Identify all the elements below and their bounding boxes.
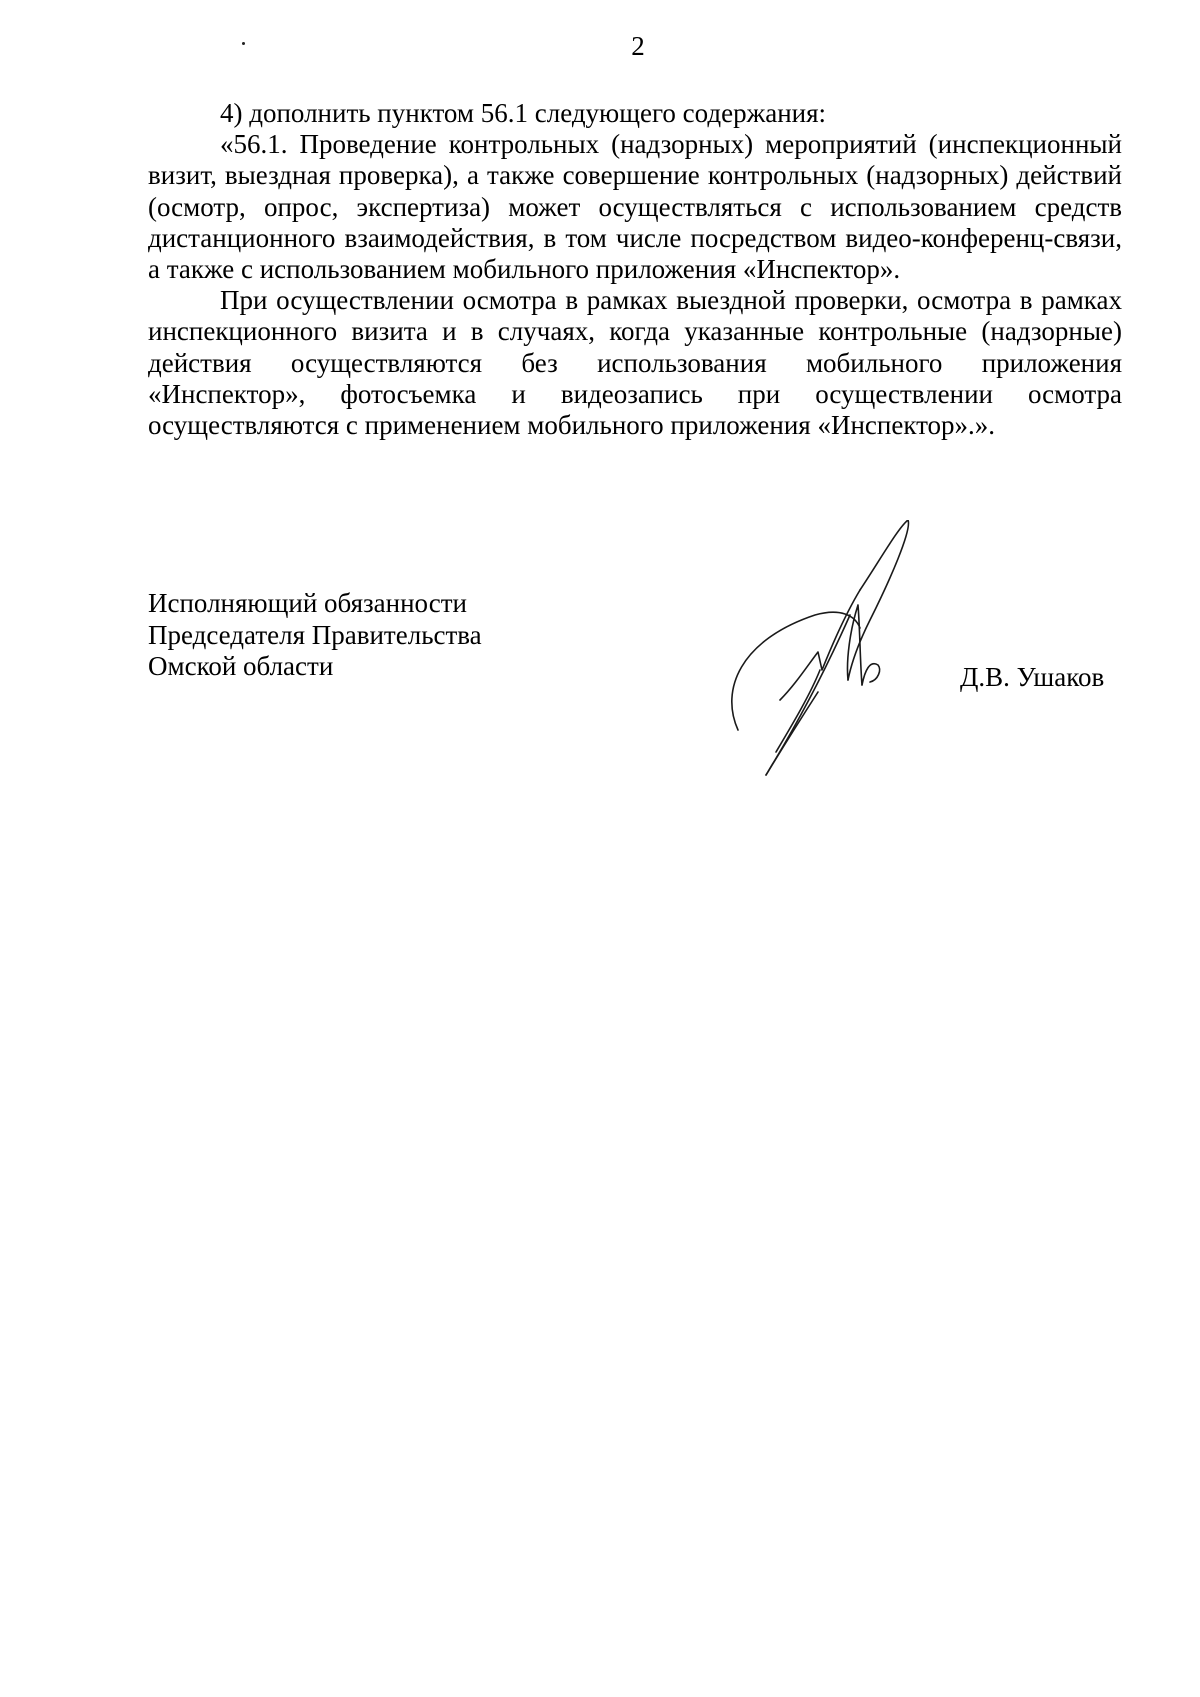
paragraph-inspection-photo-video: При осуществлении осмотра в рамках выездной проверки, осмотра в рамках инспекционного визита и в случаях, когда указанные контрольные (надзорные) действия осуществляются без использования мобильного приложения «Инспектор», фотосъемка и видеозапись при осуществлении осмотра осуществляются с применением мобильного приложения «Инспектор».». — [148, 285, 1122, 441]
signatory-title-line: Омской области — [148, 651, 334, 681]
handwritten-signature — [720, 520, 980, 800]
signatory-title-line: Исполняющий обязанности — [148, 588, 467, 618]
document-body — [148, 98, 1122, 441]
paragraph-amendment-item: 4) дополнить пунктом 56.1 следующего содержания: — [220, 98, 827, 128]
paragraph-clause-56-1: «56.1. Проведение контрольных (надзорных) мероприятий (инспекционный визит, выездная проверка), а также совершение контрольных (надзорных) действий (осмотр, опрос, экспертиза) может осуществляться с использованием средств дистанционного взаимодействия, в том числе посредством видео-конференц-связи, а также с использованием мобильного приложения «Инспектор». — [148, 129, 1122, 285]
signatory-name: Д.В. Ушаков — [960, 662, 1105, 692]
signatory-title-line: Председателя Правительства — [148, 619, 482, 650]
page-number: 2 — [631, 31, 645, 61]
signatory-title — [148, 588, 482, 683]
